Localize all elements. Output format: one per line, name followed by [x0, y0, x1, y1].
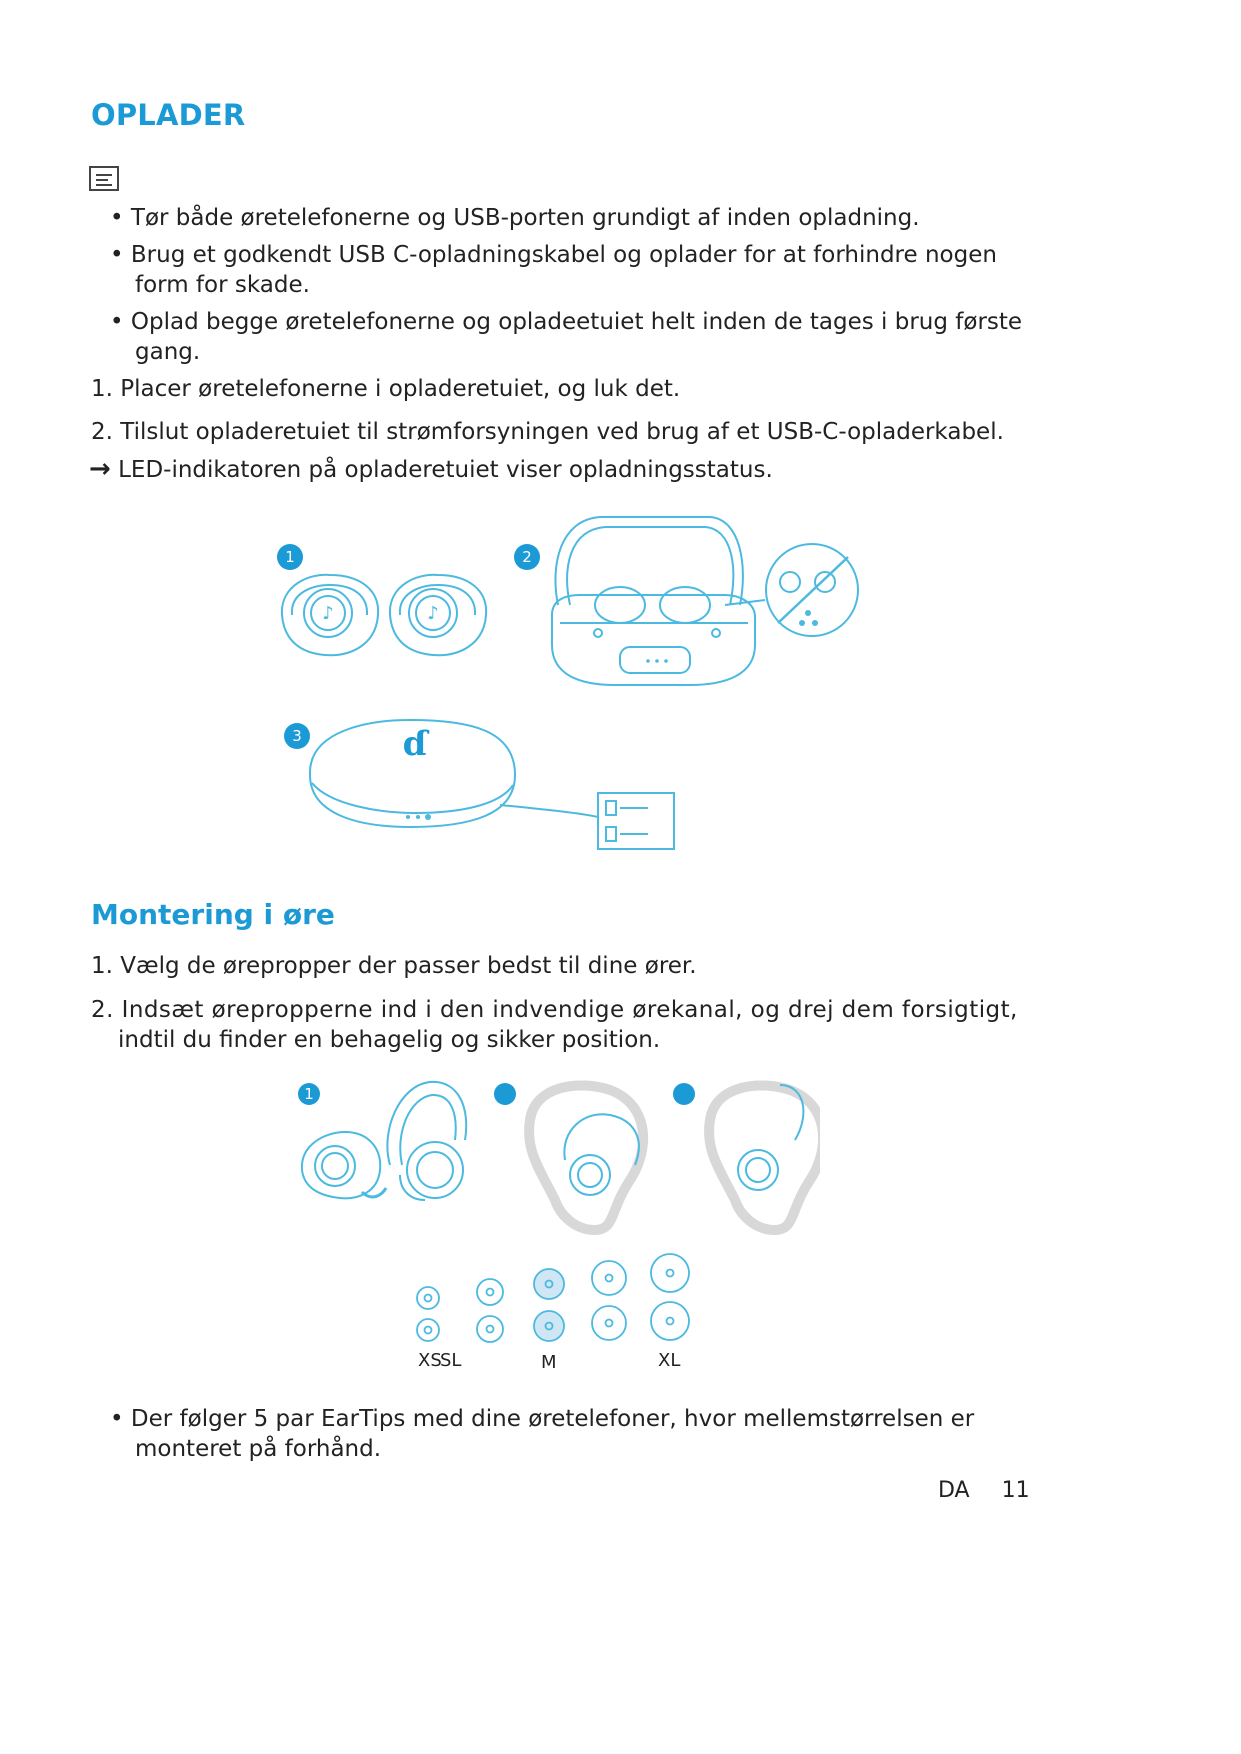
charger-result: → LED-indikatoren på opladeretuiet viser opladningsstatus.: [89, 454, 773, 484]
figure-number-badge-mount: [298, 1083, 320, 1105]
bullet-continuation: monteret på forhånd.: [135, 1436, 382, 1462]
svg-text:1: 1: [285, 548, 295, 566]
svg-text:♪: ♪: [322, 603, 334, 624]
brand-logo-mark: ɗ: [402, 724, 428, 764]
language-code: DA: [938, 1478, 970, 1503]
closed-charging-case-illustration: [310, 720, 674, 849]
charger-step-1: 1. Placer øretelefonerne i opladeretuiet, og luk det.: [91, 376, 681, 402]
svg-text:♪: ♪: [427, 603, 439, 624]
figure-number-badge-2: [514, 544, 540, 570]
tip-label-m: M: [541, 1352, 557, 1373]
open-charging-case-illustration: [552, 517, 858, 685]
section-heading-mounting: Montering i øre: [91, 898, 335, 931]
step-dot-3: [673, 1083, 695, 1105]
bullet-icon: •: [110, 205, 124, 231]
earbud-left-illustration: [282, 575, 378, 655]
step-dot-2: [494, 1083, 516, 1105]
section-heading-charger: OPLADER: [91, 98, 246, 132]
svg-text:3: 3: [292, 727, 302, 745]
page-footer: [938, 1478, 1030, 1503]
page-number: 11: [1001, 1478, 1030, 1503]
bullet-continuation: form for skade.: [135, 272, 310, 298]
bullet-icon: •: [110, 242, 124, 268]
charger-step-2: 2. Tilslut opladeretuiet til strømforsyningen ved brug af et USB-C-opladerkabel.: [91, 419, 1004, 445]
bullet-continuation: gang.: [135, 339, 201, 365]
figure-number-badge-3: [284, 723, 310, 749]
bullet-icon: •: [110, 309, 124, 335]
ear-tip-sizes-illustration: [400, 1245, 710, 1375]
svg-text:1: 1: [304, 1085, 314, 1103]
earbud-right-illustration: [390, 575, 486, 655]
bullet-item: • Tør både øretelefonerne og USB-porten grundigt af inden opladning.: [110, 205, 920, 231]
tip-label-sl: SL: [440, 1350, 462, 1371]
bullet-item: • Brug et godkendt USB C-opladningskabel og oplader for at forhindre nogen: [110, 242, 997, 268]
ear-fitting-illustration: [290, 1070, 820, 1245]
mounting-step-2-continuation: indtil du finder en behagelig og sikker position.: [118, 1027, 661, 1053]
tip-label-xl: XL: [658, 1350, 681, 1371]
charger-illustration: [270, 505, 870, 860]
arrow-right-icon: →: [89, 454, 111, 484]
bullet-item: • Der følger 5 par EarTips med dine øretelefoner, hvor mellemstørrelsen er: [110, 1406, 975, 1432]
bullet-icon: •: [110, 1406, 124, 1432]
mounting-step-2: 2. Indsæt ørepropperne ind i den indvendige ørekanal, og drej dem forsigtigt,: [91, 997, 1018, 1023]
figure-number-badge-1: [277, 544, 303, 570]
bullet-item: • Oplad begge øretelefonerne og opladeetuiet helt inden de tages i brug første: [110, 309, 1023, 335]
svg-text:2: 2: [522, 548, 532, 566]
tip-label-xs: XS: [418, 1350, 442, 1371]
note-icon: [89, 166, 119, 191]
mounting-step-1: 1. Vælg de ørepropper der passer bedst til dine ører.: [91, 953, 697, 979]
